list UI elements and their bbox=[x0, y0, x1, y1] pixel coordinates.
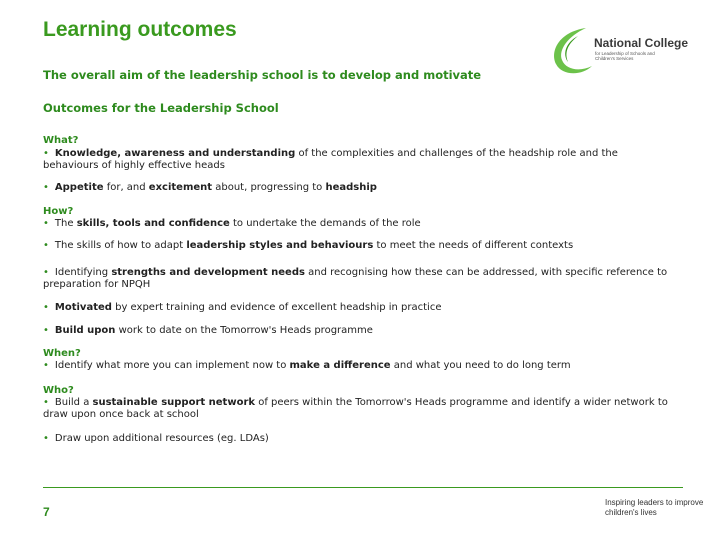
footer-tagline: Inspiring leaders to improve children's lives bbox=[605, 498, 704, 517]
list-item: • The skills of how to adapt leadership styles and behaviours to meet the needs of different contexts bbox=[43, 240, 574, 251]
page-number: 7 bbox=[43, 505, 50, 519]
bullet-icon: • bbox=[43, 218, 49, 229]
section-what-label: What? bbox=[43, 135, 79, 146]
aim-statement: The overall aim of the leadership school is to develop and motivate bbox=[43, 68, 482, 82]
footer-divider bbox=[43, 487, 683, 488]
bullet-icon: • bbox=[43, 302, 49, 313]
list-item: • The skills, tools and confidence to undertake the demands of the role bbox=[43, 218, 421, 229]
bullet-icon: • bbox=[43, 325, 49, 336]
page-title: Learning outcomes bbox=[43, 18, 237, 41]
list-item: • Draw upon additional resources (eg. LDAs) bbox=[43, 433, 269, 444]
bullet-icon: • bbox=[43, 433, 49, 444]
bullet-icon: • bbox=[43, 240, 49, 251]
list-item: • Identifying strengths and development needs and recognising how these can be addressed, with specific reference to preparation for NPQH bbox=[43, 267, 668, 290]
list-item: • Motivated by expert training and evidence of excellent headship in practice bbox=[43, 302, 442, 313]
list-item: • Build upon work to date on the Tomorrow's Heads programme bbox=[43, 325, 373, 336]
list-item: • Build a sustainable support network of peers within the Tomorrow's Heads programme and identify a wider network to draw upon once back at school bbox=[43, 397, 668, 420]
bullet-icon: • bbox=[43, 182, 49, 193]
bullet-icon: • bbox=[43, 267, 49, 278]
outcomes-heading: Outcomes for the Leadership School bbox=[43, 101, 279, 115]
section-who-label: Who? bbox=[43, 385, 74, 396]
bullet-icon: • bbox=[43, 397, 49, 408]
section-how-label: How? bbox=[43, 206, 74, 217]
list-item: • Appetite for, and excitement about, progressing to headship bbox=[43, 182, 377, 193]
bullet-icon: • bbox=[43, 360, 49, 371]
list-item: • Knowledge, awareness and understanding of the complexities and challenges of the headship role and the behaviours of highly effective heads bbox=[43, 148, 618, 171]
logo-name: National College bbox=[594, 36, 689, 50]
national-college-logo bbox=[548, 26, 698, 86]
logo-subtitle: for Leadership of Schools and Children's Services bbox=[595, 51, 655, 61]
bullet-icon: • bbox=[43, 148, 49, 159]
list-item: • Identify what more you can implement now to make a difference and what you need to do long term bbox=[43, 360, 571, 371]
swoosh-logo-icon bbox=[548, 26, 596, 78]
section-when-label: When? bbox=[43, 348, 81, 359]
